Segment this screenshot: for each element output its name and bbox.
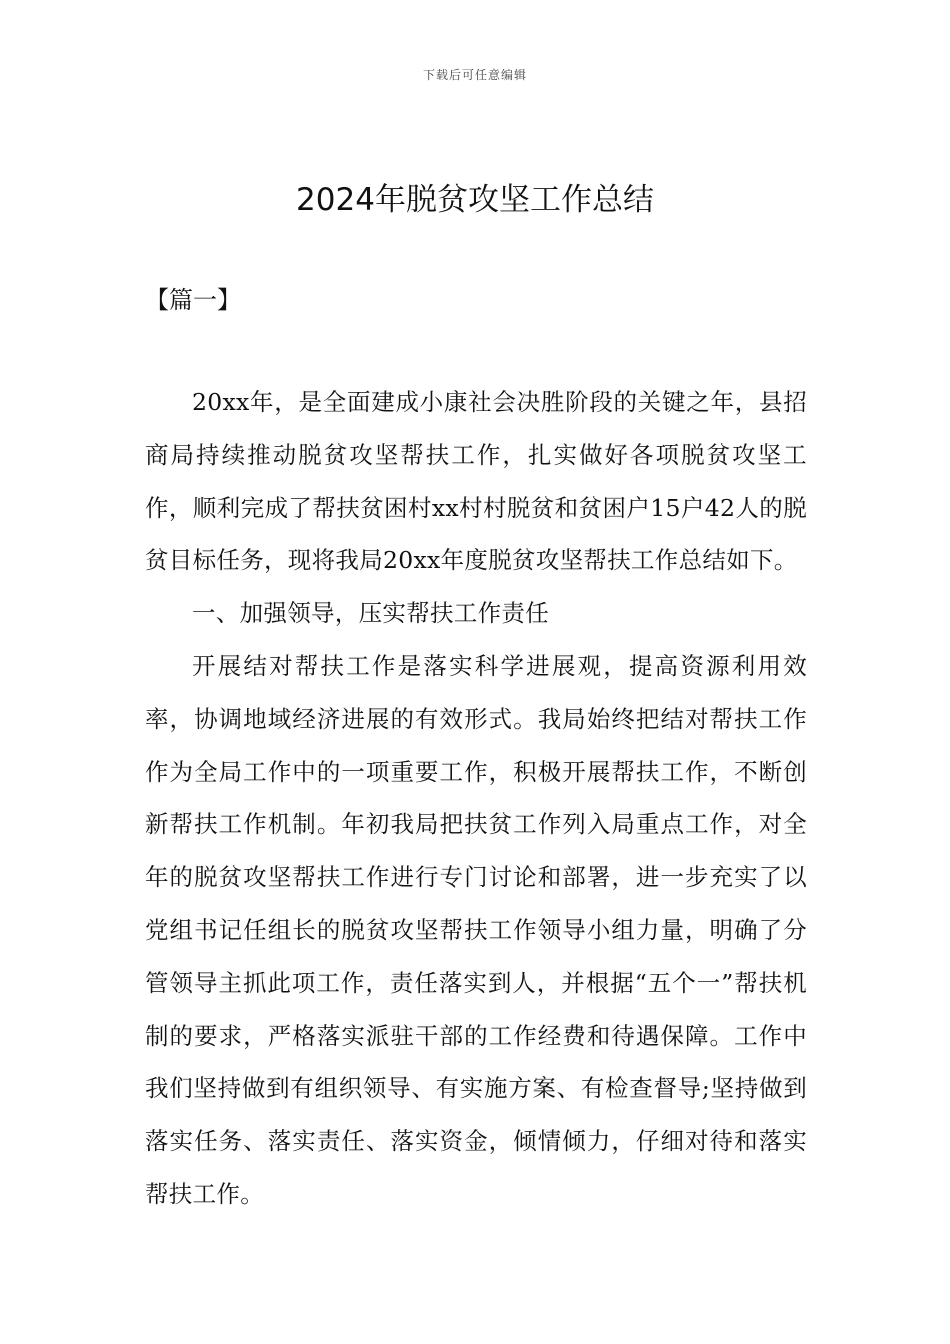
header-note: 下载后可任意编辑 (422, 68, 527, 82)
document-title: 2024年脱贫攻坚工作总结 (296, 182, 654, 218)
paragraph-intro: 20xx年，是全面建成小康社会决胜阶段的关键之年，县招商局持续推动脱贫攻坚帮扶工作，扎实做好各项脱贫攻坚工作，顺利完成了帮扶贫困村xx村村脱贫和贫困户15户42人的脱贫目标任务，现将我局20xx年度脱贫攻坚帮扶工作总结如下。 (145, 388, 807, 575)
section-label: 【篇一】 (145, 286, 241, 314)
body-text (145, 376, 807, 1221)
paragraph-heading-1: 一、加强领导，压实帮扶工作责任 (192, 599, 549, 628)
paragraph-body-1: 开展结对帮扶工作是落实科学进展观，提高资源利用效率，协调地域经济进展的有效形式。我局始终把结对帮扶工作作为全局工作中的一项重要工作，积极开展帮扶工作，不断创新帮扶工作机制。年初我局把扶贫工作列入局重点工作，对全年的脱贫攻坚帮扶工作进行专门讨论和部署，进一步充实了以党组书记任组长的脱贫攻坚帮扶工作领导小组力量，明确了分管领导主抓此项工作，责任落实到人，并根据“五个一”帮扶机制的要求，严格落实派驻干部的工作经费和待遇保障。工作中我们坚持做到有组织领导、有实施方案、有检查督导;坚持做到落实任务、落实责任、落实资金，倾情倾力，仔细对待和落实帮扶工作。 (145, 651, 807, 1208)
